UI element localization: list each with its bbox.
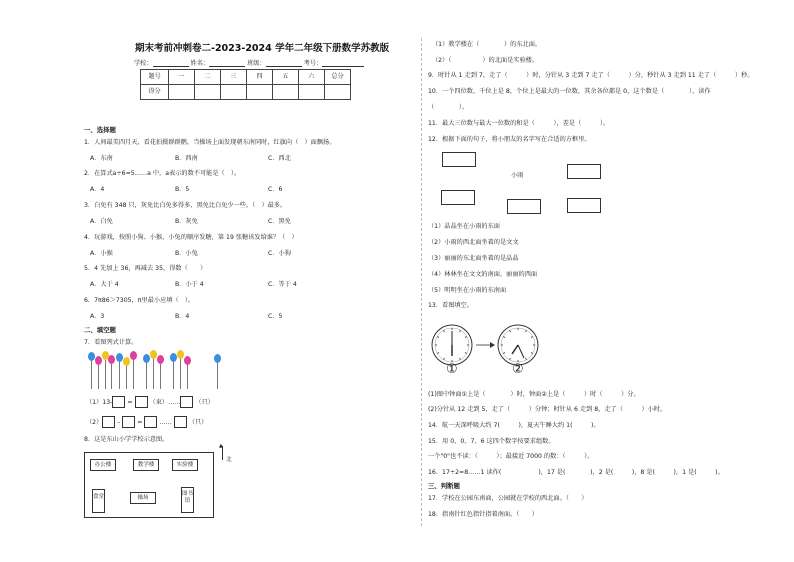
- answer-box[interactable]: [144, 416, 157, 428]
- balloon-icon: [130, 351, 137, 360]
- clue-1: （1）晶晶坐在小雨的东面: [428, 223, 500, 230]
- question-11: 11．最大三位数与最大一位数的和是（ ），差是（ ）。: [428, 120, 610, 127]
- question-14: 14．航一天深呼吸大约 7( )，夏天午睡大约 1( )。: [428, 422, 600, 429]
- question-13: 13．看图填空。: [428, 302, 473, 309]
- balloon-string: [160, 364, 161, 389]
- center-name-xiaoyu: 小雨: [511, 172, 524, 179]
- answer-box[interactable]: [174, 416, 187, 428]
- clock-2-label: ②: [512, 362, 524, 377]
- q3-option-c: C．黑免: [268, 218, 291, 225]
- clue-4: （4）林林坐在文文的南面，丽丽的西面: [428, 271, 538, 278]
- balloon-icon: [88, 352, 95, 361]
- q6-option-c: C．5: [268, 313, 283, 320]
- q5-option-c: C．等于 4: [268, 281, 297, 288]
- map-library: 图书馆: [181, 487, 194, 513]
- balloon-string: [105, 360, 106, 389]
- q5-option-a: A．大于 4: [90, 281, 119, 288]
- balloon-string: [98, 365, 99, 389]
- question-5: 5．4 先加上 36，再减去 35，得数（ ）: [84, 265, 207, 272]
- answer-box[interactable]: [135, 396, 148, 408]
- question-2: 2．在算式a÷6=5……a 中，a表示的数不可能是（ ）。: [84, 170, 241, 177]
- question-8: 8．这是东山小学学校示意图。: [84, 436, 169, 443]
- score-table-header: 题号 一 二 三 四 五 六 总分: [141, 70, 351, 85]
- question-18: 18．指南针红色指针指着南面。（ ）: [428, 511, 538, 518]
- score-table-row: 得分: [141, 85, 351, 100]
- balloon-icon: [157, 355, 164, 364]
- balloon-string: [153, 359, 154, 389]
- seat-box-southwest[interactable]: [441, 190, 475, 205]
- clock-1-icon: [432, 325, 472, 365]
- map-lab-building: 实验楼: [172, 459, 198, 471]
- q4-option-b: B．小兔: [175, 250, 198, 257]
- balloon-icon: [108, 355, 115, 364]
- answer-box[interactable]: [180, 396, 193, 408]
- map-canteen: 食堂: [92, 489, 105, 513]
- balloon-string: [180, 359, 181, 389]
- q6-option-b: B．4: [175, 313, 190, 320]
- question-3: 3．白免有 348 只，灰免比白免多得多，黑免比白免少一些。（ ）最多。: [84, 202, 287, 209]
- question-1: 1．人间最美四月天，看花拍摄群群鹅，当操场上面发现朝东南同时，红旗向（ ）面飘扬。: [84, 139, 336, 146]
- clue-5: （5）明明坐在小雨的东南面: [428, 287, 507, 294]
- balloon-icon: [150, 350, 157, 359]
- map-playground: 操场: [130, 492, 156, 504]
- student-info: 学校： 姓名： 班级： 考号：: [134, 60, 364, 67]
- q2-option-b: B．5: [175, 186, 190, 193]
- balloon-icon: [143, 354, 150, 363]
- balloon-string: [111, 364, 112, 389]
- q13-sub-2: (2)分针从 12 走到 5，走了（ ）分钟；时针从 6 走到 8，走了（ ）小时。: [428, 406, 667, 413]
- exam-page: 期末考前冲刺卷二-2023-2024 学年二年级下册数学苏教版 学校： 姓名： 班级： 考号： 题号 一 二 三 四 五 六 总分 得分 一、选择题 1．人间最美四月天，看花拍摄群群鹅，当操场上面发现朝东南同时，红旗向（ ）面飘扬。 A．东南 B．西南 C．西北 2．在算式a÷6=5……a 中，a表示的数不可能是（ ）。 A．4 B．5 C．6 3．白免有 348 只，灰免比白免多得多，黑免比白免少一些。（ ）最多。 A．白免 B．灰免 C．黑免 4．玩游戏，按照小狗、小猴、小兔的顺序发糖，第 19 张糖该发给谁？（ ） A．小猴 B．小兔 C．小狗 5．4 先加上 36，再减去 35，得数（ ） A．大于 4 B．小于 4 C．等于 4 6．7π86＞7305，π里最小应填（ ）。 A．3 B．4 C．5 二、填空题 7．看图列式计算。 （1）13- = （束）…… （只） （2） – = …… （只） 8．这是东山小学学校示意图。 办公楼 教学楼 实验楼 食堂 操场 图书馆 ▲ 北 （1）教学楼在（ ）的东北面。 （2）（ ）的北面是实验楼。 9．时针从 1 走到 7，走了（ ）时，分针从 3 走到 7 走了（ ）分，秒针从 3 走到 11 走了（ ）秒。 10．一个四位数，千位上是 8，个位上是最大的一位数，其余各位都是 0，这个数是（ ），读作 （ ）。 11．最大三位数与最大一位数的和是（ ），差是（ ）。 12．根据下面的句子，将小朋友的名字写在合适的方框里。 小雨 （1）晶晶坐在小雨的东面 （2）小雨的西北面坐着的是文文 （3）丽丽的东北面坐着的是晶晶 （4）林林坐在文文的南面，丽丽的西面 （5）明明坐在小雨的东南面 13．看图填空。 ① ② (1)图中钟面①上是（ ）时，钟面②上是（ ）时（ ）分。 (2)分针从 12 走到 5，走了（ ）分钟；时针从 6 走到 8，走了（ ）小时。 14．航一天深呼吸大约 7( )，夏天午睡大约 1( )。 15．用 0、0、7、6 这四个数字按要求组数。 一个"0"也不读：（ ）；最接近 7000 的数：（ ）。 16．17÷2=8……1 读作( )，17 是( )，2 是( )，8 是( )，1 是( )。 三、判断题 17．学校在公园东南面，公园就在学校的西北面。（ ） 18．指南针红色指针指着南面。（ ）: [0, 0, 794, 562]
- question-12: 12．根据下面的句子，将小朋友的名字写在合适的方框里。: [428, 136, 591, 143]
- question-4: 4．玩游戏，按照小狗、小猴、小兔的顺序发糖，第 19 张糖该发给谁？（ ）: [84, 234, 298, 241]
- balloon-string: [146, 363, 147, 389]
- balloon-icon: [184, 356, 191, 365]
- question-17: 17．学校在公园东南面，公园就在学校的西北面。（ ）: [428, 495, 588, 502]
- seat-box-northwest[interactable]: [442, 152, 476, 167]
- q3-option-b: B．灰免: [175, 218, 198, 225]
- balloon-icon: [116, 353, 123, 362]
- q13-sub-1: (1)图中钟面①上是（ ）时，钟面②上是（ ）时（ ）分。: [428, 391, 640, 398]
- balloon-icon: [95, 356, 102, 365]
- q8-sub-1: （1）教学楼在（ ）的东北面。: [432, 41, 542, 48]
- q8-sub-2: （2）（ ）的北面是实验楼。: [432, 57, 539, 64]
- question-10-cont: （ ）。: [428, 104, 469, 111]
- clock-2-icon: [498, 325, 538, 365]
- q4-option-c: C．小狗: [268, 250, 291, 257]
- clue-3: （3）丽丽的东北面坐着的是晶晶: [428, 255, 519, 262]
- balloon-string: [119, 362, 120, 389]
- section-judge-title: 三、判断题: [428, 482, 460, 490]
- q3-option-a: A．白免: [90, 218, 113, 225]
- seat-box-south[interactable]: [507, 199, 541, 214]
- section-fill-title: 二、填空题: [84, 326, 116, 334]
- q6-option-a: A．3: [90, 313, 105, 320]
- balloons-illustration: [86, 350, 236, 388]
- answer-box[interactable]: [112, 396, 125, 408]
- question-9: 9．时针从 1 走到 7，走了（ ）时，分针从 3 走到 7 走了（ ）分，秒针从 3 走到 11 走了（ ）秒。: [428, 72, 754, 79]
- balloon-icon: [177, 350, 184, 359]
- answer-box[interactable]: [122, 416, 135, 428]
- balloon-icon: [170, 353, 177, 362]
- balloon-string: [133, 360, 134, 389]
- clock-1-label: ①: [446, 362, 458, 377]
- balloon-string: [91, 361, 92, 389]
- q1-option-b: B．西南: [175, 155, 198, 162]
- balloon-string: [173, 362, 174, 389]
- seat-box-southeast[interactable]: [567, 198, 601, 213]
- clue-2: （2）小雨的西北面坐着的是文文: [428, 239, 519, 246]
- question-7: 7．看图列式计算。: [84, 339, 138, 346]
- north-label: 北: [226, 457, 232, 463]
- column-divider: [421, 38, 422, 526]
- q7-equation-2: （2） – = …… （只）: [86, 416, 207, 428]
- q5-option-b: B．小于 4: [175, 281, 204, 288]
- q1-option-a: A．东南: [90, 155, 113, 162]
- q4-option-a: A．小猴: [90, 250, 113, 257]
- map-office-building: 办公楼: [90, 459, 116, 471]
- question-16: 16．17÷2=8……1 读作( )，17 是( )，2 是( )，8 是( )，1 是( )。: [428, 469, 724, 476]
- q2-option-a: A．4: [90, 186, 105, 193]
- map-teaching-building: 教学楼: [133, 459, 159, 471]
- balloon-string: [187, 365, 188, 389]
- q2-option-c: C．6: [268, 186, 283, 193]
- question-15: 15．用 0、0、7、6 这四个数字按要求组数。: [428, 438, 555, 445]
- question-6: 6．7π86＞7305，π里最小应填（ ）。: [84, 297, 195, 304]
- score-table: [140, 69, 351, 100]
- balloon-string: [126, 366, 127, 389]
- balloon-icon: [214, 354, 221, 363]
- q1-option-c: C．西北: [268, 155, 291, 162]
- section-choice-title: 一、选择题: [84, 126, 116, 134]
- seat-box-northeast[interactable]: [567, 164, 601, 179]
- q7-equation-1: （1）13- = （束）…… （只）: [86, 396, 214, 408]
- answer-box[interactable]: [102, 416, 115, 428]
- balloon-icon: [123, 357, 130, 366]
- question-15-sub: 一个"0"也不读：（ ）；最接近 7000 的数：（ ）。: [428, 453, 594, 460]
- balloon-string: [217, 363, 218, 389]
- question-10: 10．一个四位数，千位上是 8，个位上是最大的一位数，其余各位都是 0，这个数是（ ），读作: [428, 88, 711, 95]
- exam-title: 期末考前冲刺卷二-2023-2024 学年二年级下册数学苏教版: [135, 43, 390, 54]
